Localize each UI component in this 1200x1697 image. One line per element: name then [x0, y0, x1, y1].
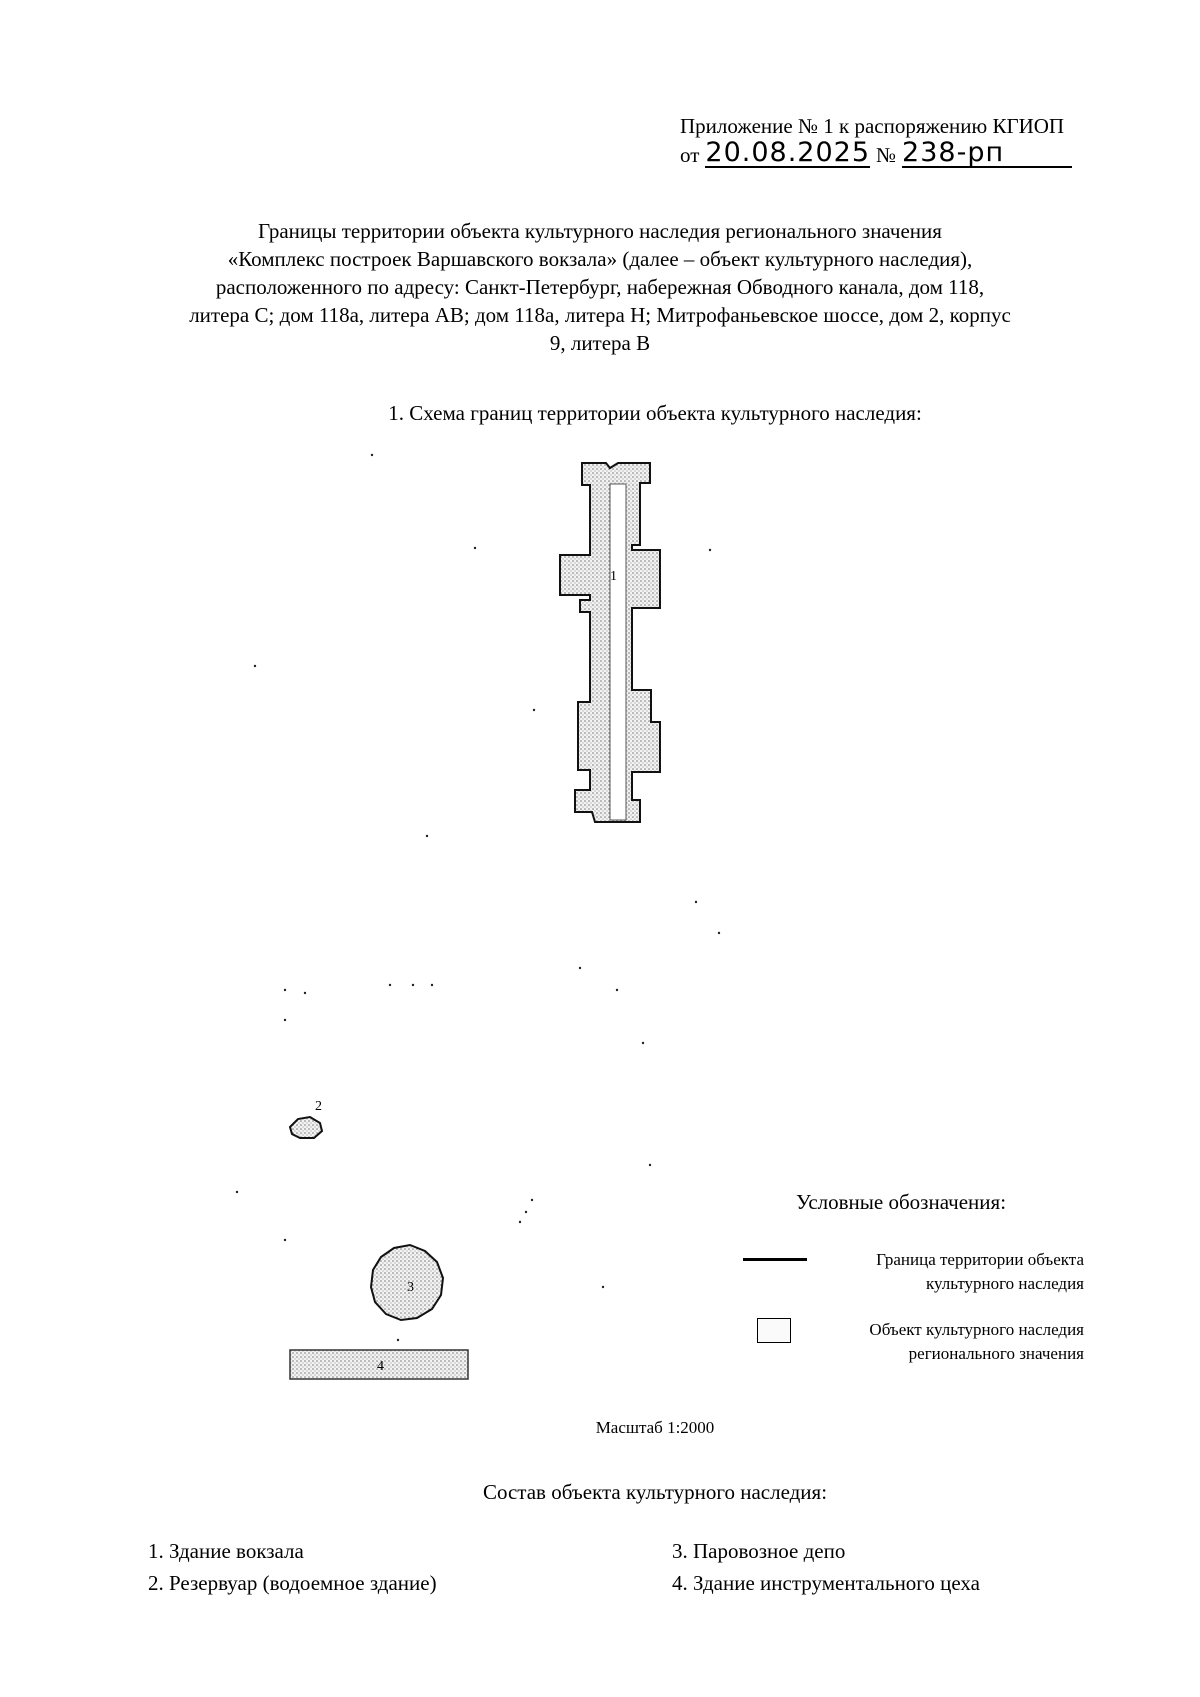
legend-object-text-2: регионального значения	[908, 1344, 1084, 1363]
appendix-line: Приложение № 1 к распоряжению КГИОП	[680, 114, 1065, 138]
section-title: 1. Схема границ территории объекта культурного наследия:	[388, 401, 922, 425]
object-3-locomotive-depot	[371, 1245, 443, 1320]
composition-item: 3. Паровозное депо	[672, 1539, 846, 1563]
handwritten-date: 20.08.2025	[705, 137, 870, 169]
map-scale: Масштаб 1:2000	[595, 1418, 715, 1437]
legend-object-box-symbol	[757, 1318, 791, 1343]
title-line-1: Границы территории объекта культурного наследия регионального значения	[258, 219, 942, 243]
legend-object-text-1: Объект культурного наследия	[869, 1320, 1084, 1339]
object-2-reservoir	[290, 1099, 322, 1138]
title-line-3: расположенного по адресу: Санкт-Петербург, набережная Обводного канала, дом 118,	[215, 275, 985, 299]
legend-title: Условные обозначения:	[796, 1190, 1007, 1214]
legend-boundary-line-symbol	[743, 1258, 807, 1261]
map-label-1: 1	[610, 569, 617, 584]
legend-object-label	[808, 1318, 1084, 1366]
composition-item: 1. Здание вокзала	[148, 1539, 304, 1563]
composition-item: 4. Здание инструментального цеха	[672, 1571, 980, 1595]
handwritten-order-number: 238-рп	[902, 139, 1072, 168]
legend-boundary-label	[820, 1248, 1084, 1296]
legend-boundary-text-2: культурного наследия	[925, 1274, 1084, 1293]
object-4-tool-workshop	[290, 1350, 468, 1379]
title-line-4: литера С; дом 118а, литера АВ; дом 118а, литера Н; Митрофаньевское шоссе, дом 2, корпус	[189, 303, 1011, 327]
title-line-5: 9, литера В	[549, 331, 651, 355]
map-label-4: 4	[377, 1359, 384, 1374]
title-line-2: «Комплекс построек Варшавского вокзала» (далее – объект культурного наследия),	[227, 247, 973, 271]
composition-title: Состав объекта культурного наследия:	[482, 1480, 828, 1504]
map-label-2: 2	[315, 1099, 322, 1114]
map-label-3: 3	[407, 1280, 414, 1295]
from-label: от	[680, 143, 700, 167]
object-1-station-building	[560, 463, 660, 822]
composition-item: 2. Резервуар (водоемное здание)	[148, 1571, 437, 1595]
legend-boundary-text-1: Граница территории объекта	[876, 1250, 1084, 1269]
number-label: №	[876, 143, 897, 167]
